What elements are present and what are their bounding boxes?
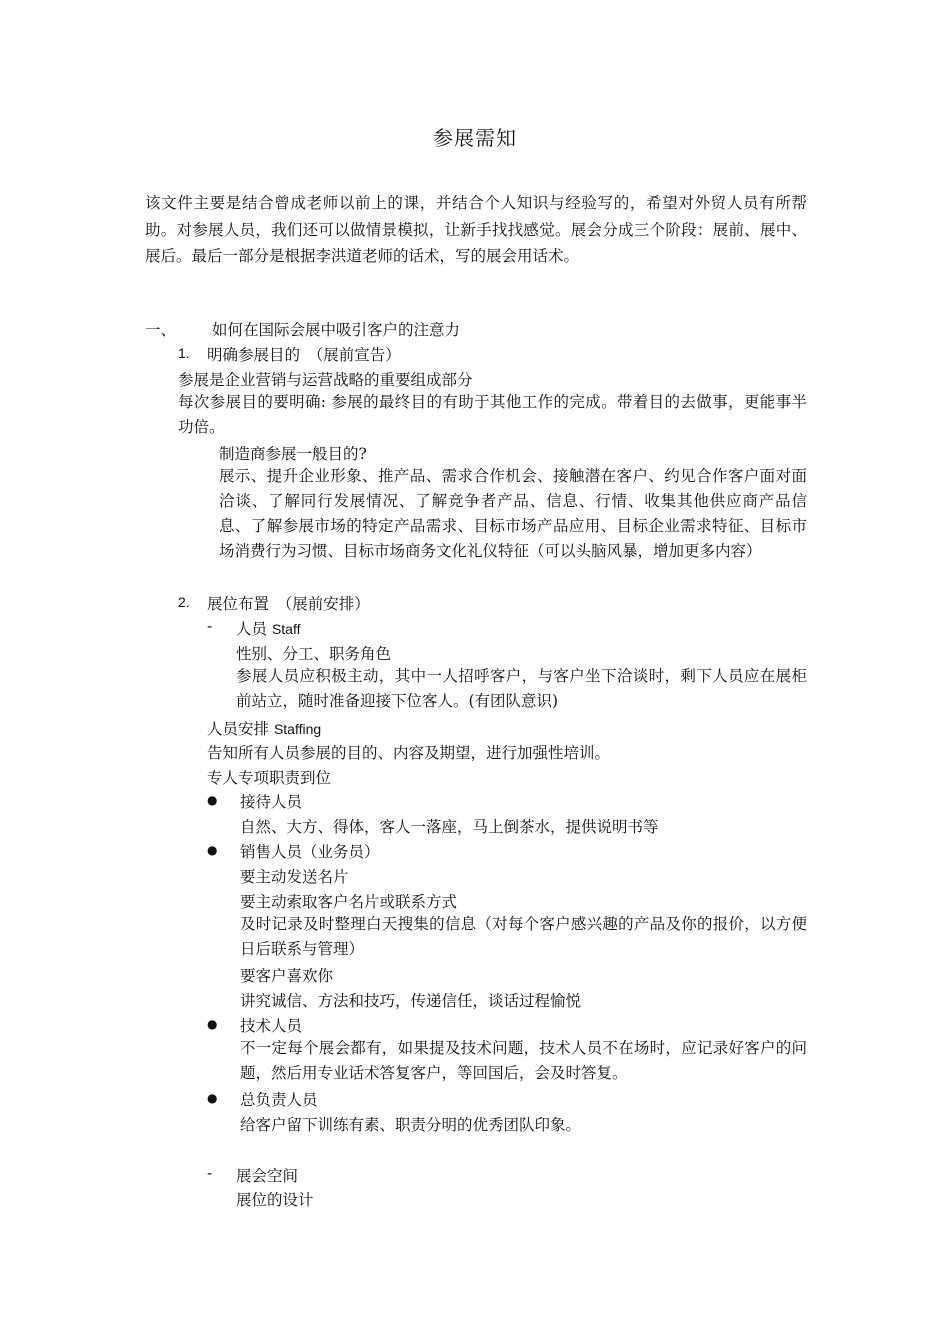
- space-dash: -: [207, 1164, 213, 1182]
- item1-heading: 明确参展目的 （展前宣告）: [207, 346, 401, 364]
- section-marker: 一、: [145, 321, 177, 339]
- staffing-heading-cn: 人员安排: [207, 720, 270, 738]
- bullet-icon: ●: [207, 843, 218, 857]
- staff-heading-en: Staff: [271, 621, 301, 637]
- staff-heading-cn: 人员: [236, 620, 268, 638]
- item1-question: 制造商参展一般目的?: [219, 445, 367, 463]
- role-label-sales: 销售人员（业务员）: [240, 843, 380, 861]
- role-sales-line: 讲究诚信、方法和技巧，传递信任，谈话过程愉悦: [240, 992, 582, 1010]
- staffing-heading: [207, 717, 321, 739]
- role-label-manager: 总负责人员: [240, 1091, 318, 1109]
- staff-dash: -: [207, 617, 213, 635]
- role-sales-line: 要主动发送名片: [240, 868, 349, 886]
- role-sales-line: 及时记录及时整理白天搜集的信息（对每个客户感兴趣的产品及你的报价，以方便日后联系与管理）: [240, 915, 807, 958]
- item2-marker: 2.: [178, 594, 190, 610]
- item2-heading: 展位布置 （展前安排）: [207, 595, 370, 613]
- item1-answer: 展示、提升企业形象、推产品、需求合作机会、接触潜在客户、约见合作客户面对面洽谈、了解同行发展情况、了解竞争者产品、信息、行情、收集其他供应商产品信息、了解参展市场的特定产品需求、目标市场产品应用、目标企业需求特征、目标市场消费行为习惯、目标市场商务文化礼仪特征（可以头脑风暴，增加更多内容）: [219, 467, 807, 560]
- item1-marker: 1.: [178, 345, 190, 361]
- bullet-icon: ●: [207, 793, 218, 807]
- space-heading: 展会空间: [236, 1167, 299, 1185]
- role-reception-line: 自然、大方、得体，客人一落座，马上倒茶水，提供说明书等: [240, 818, 659, 836]
- page-title: 参展需知: [433, 126, 517, 150]
- staff-line1: 性别、分工、职务角色: [236, 645, 392, 663]
- staff-heading: [236, 617, 301, 639]
- role-tech-line: 不一定每个展会都有，如果提及技术问题，技术人员不在场时，应记录好客户的问题，然后用专业话术答复客户，等回国后，会及时答复。: [240, 1039, 807, 1082]
- duty-line: 专人专项职责到位: [207, 769, 332, 787]
- role-sales-line: 要客户喜欢你: [240, 967, 334, 985]
- role-label-reception: 接待人员: [240, 793, 303, 811]
- item1-line1: 参展是企业营销与运营战略的重要组成部分: [178, 371, 473, 389]
- space-line1: 展位的设计: [236, 1191, 314, 1209]
- training-line: 告知所有人员参展的目的、内容及期望，进行加强性培训。: [207, 744, 611, 762]
- item1-paragraph: 每次参展目的要明确: 参展的最终目的有助于其他工作的完成。带着目的去做事，更能事半功倍。: [178, 393, 807, 436]
- role-label-tech: 技术人员: [240, 1017, 303, 1035]
- staff-paragraph: 参展人员应积极主动，其中一人招呼客户，与客户坐下洽谈时，剩下人员应在展柜前站立，随时准备迎接下位客人。(有团队意识): [236, 667, 807, 710]
- intro-paragraph: 该文件主要是结合曾成老师以前上的课，并结合个人知识与经验写的，希望对外贸人员有所帮助。对参展人员，我们还可以做情景模拟，让新手找找感觉。展会分成三个阶段：展前、展中、展后。最后一部分是根据李洪道老师的话术，写的展会用话术。: [145, 194, 807, 265]
- role-sales-line: 要主动索取客户名片或联系方式: [240, 893, 458, 911]
- bullet-icon: ●: [207, 1017, 218, 1031]
- section-heading: 如何在国际会展中吸引客户的注意力: [212, 321, 461, 339]
- bullet-icon: ●: [207, 1091, 218, 1105]
- staffing-heading-en: Staffing: [273, 721, 322, 737]
- role-manager-line: 给客户留下训练有素、职责分明的优秀团队印象。: [240, 1116, 582, 1134]
